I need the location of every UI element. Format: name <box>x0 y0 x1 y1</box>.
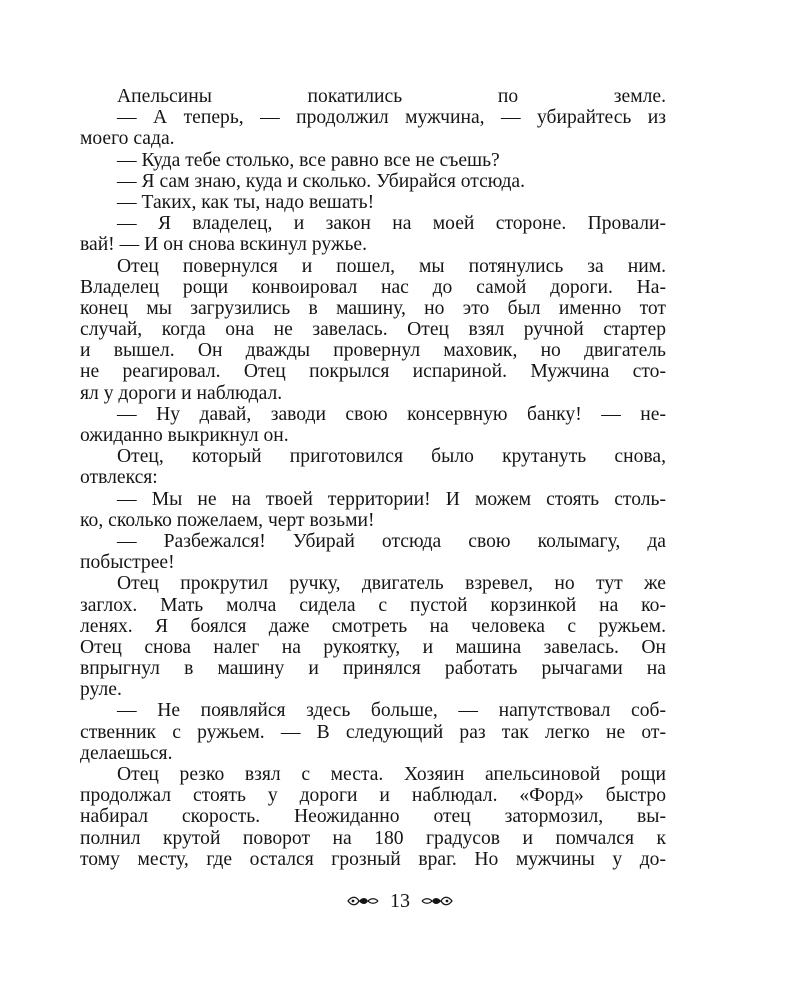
text-line: Отец снова налег на рукоятку, и машина завелась. Он <box>80 636 666 658</box>
text-line: набирал скорость. Неожиданно отец затормозил, вы- <box>80 806 666 828</box>
text-line: Владелец рощи конвоировал нас до самой дороги. На- <box>80 276 666 298</box>
text-line: полнил крутой поворот на 180 градусов и помчался к <box>80 827 666 849</box>
text-line: — Мы не на твоей территории! И можем стоять столь- <box>117 488 666 510</box>
text-line: Отец прокрутил ручку, двигатель взревел, но тут же <box>117 573 666 595</box>
text-line: ко, сколько пожелаем, черт возьми! <box>80 509 375 531</box>
text-line: ял у дороги и наблюдал. <box>80 382 283 404</box>
text-line: конец мы загрузились в машину, но это был именно тот <box>80 297 666 319</box>
text-line: заглох. Мать молча сидела с пустой корзинкой на ко- <box>80 594 666 616</box>
text-line: побыстрее! <box>80 552 175 574</box>
text-line: случай, когда она не завелась. Отец взял ручной стартер <box>80 319 666 341</box>
text-line: не реагировал. Отец покрылся испариной. Мужчина сто- <box>80 361 666 383</box>
text-line: Отец, который приготовился было крутануть снова, <box>117 446 666 468</box>
text-line: и вышел. Он дважды провернул маховик, но двигатель <box>80 340 666 362</box>
text-line: — А теперь, — продолжил мужчина, — убирайтесь из <box>117 107 666 129</box>
text-line: продолжал стоять у дороги и наблюдал. «Форд» быстро <box>80 785 666 807</box>
text-line: моего сада. <box>80 128 175 150</box>
page-footer <box>0 888 800 914</box>
text-line: — Куда тебе столько, все равно все не съешь? <box>117 149 500 171</box>
floral-ornament-icon <box>420 894 454 908</box>
text-line: ленях. Я боялся даже смотреть на человека с ружьем. <box>80 615 666 637</box>
text-line: Апельсины покатились по земле. <box>117 86 666 107</box>
text-line: — Разбежался! Убирай отсюда свою колымагу, да <box>117 530 666 552</box>
text-line: руле. <box>80 679 122 701</box>
body-text <box>80 86 666 870</box>
text-line: тому месту, где остался грозный враг. Но мужчины у до- <box>80 848 666 870</box>
text-line: ожиданно выкрикнул он. <box>80 425 289 446</box>
text-line: — Таких, как ты, надо вешать! <box>117 191 375 213</box>
text-line: — Я владелец, и закон на моей стороне. Провали- <box>117 213 666 235</box>
text-line: — Не появляйся здесь больше, — напутствовал соб- <box>117 700 666 722</box>
text-line: делаешься. <box>80 742 173 764</box>
text-line: — Я сам знаю, куда и сколько. Убирайся отсюда. <box>117 170 526 192</box>
text-line: отвлекся: <box>80 467 158 489</box>
text-line: ственник с ружьем. — В следующий раз так легко не от- <box>80 721 666 743</box>
text-line: Отец резко взял с места. Хозяин апельсиновой рощи <box>117 764 666 785</box>
text-line: — Ну давай, заводи свою консервную банку! — не- <box>117 403 666 425</box>
text-line: вай! — И он снова вскинул ружье. <box>80 234 367 256</box>
text-line: Отец повернулся и пошел, мы потянулись за ним. <box>117 255 666 277</box>
text-line: впрыгнул в машину и принялся работать рычагами на <box>80 658 666 680</box>
floral-ornament-icon <box>346 894 380 908</box>
page-number: 13 <box>390 889 410 912</box>
